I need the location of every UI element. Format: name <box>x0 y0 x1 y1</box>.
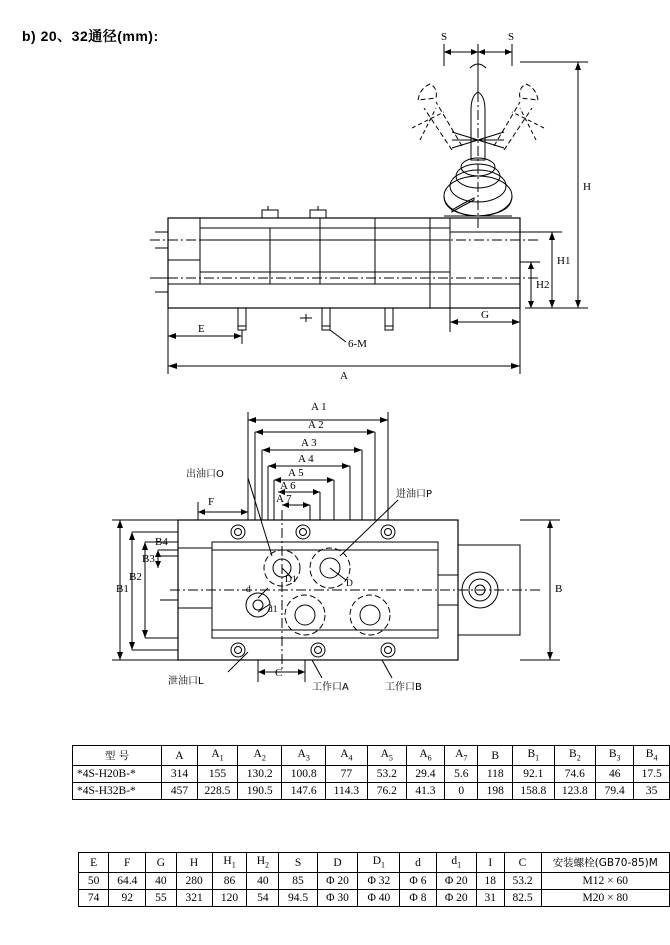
col-header-a3: $A_3$ <box>282 746 326 766</box>
col-header-c: C <box>504 853 541 873</box>
col-header-h: H <box>176 853 212 873</box>
callout-work-a: 工作口A <box>312 682 349 693</box>
cell-d: Φ 20 <box>317 873 358 890</box>
cell-f: 64.4 <box>109 873 146 890</box>
cell-d1: Φ 32 <box>358 873 400 890</box>
dim-label-a5: A 5 <box>288 467 304 479</box>
cell-h: 321 <box>176 890 212 907</box>
cell-c: 82.5 <box>504 890 541 907</box>
cell-a: 314 <box>162 766 198 783</box>
dim-label-h: H <box>583 181 591 193</box>
cell-a6: 29.4 <box>406 766 444 783</box>
table-row <box>79 890 670 907</box>
col-header-e: E <box>79 853 109 873</box>
col-header-b1: $B_1$ <box>513 746 555 766</box>
cell-g: 40 <box>146 873 176 890</box>
dim-label-a4: A 4 <box>298 453 314 465</box>
cell-a3: 147.6 <box>282 783 326 800</box>
table-row <box>73 766 670 783</box>
dim-label-b: B <box>555 583 563 595</box>
cell-e: 50 <box>79 873 109 890</box>
dimensions-table-main <box>72 745 670 800</box>
cell-model: *4S-H32B-* <box>73 783 162 800</box>
cell-a2: 190.5 <box>238 783 282 800</box>
table-row <box>79 873 670 890</box>
dim-label-a3: A 3 <box>301 437 317 449</box>
callout-drain-l: 泄油口L <box>168 676 204 687</box>
dim-label-d1: D1 <box>285 575 297 585</box>
cell-a5: 53.2 <box>367 766 406 783</box>
col-header-i: I <box>477 853 504 873</box>
cell-d-small: Φ 6 <box>400 873 436 890</box>
col-header-a7: $A_7$ <box>445 746 478 766</box>
col-header-model: 型 号 <box>73 746 162 766</box>
dim-label-b2: B2 <box>129 571 142 583</box>
cell-a7: 0 <box>445 783 478 800</box>
cell-b: 118 <box>478 766 513 783</box>
cell-i: 18 <box>477 873 504 890</box>
callout-work-b: 工作口B <box>385 682 422 693</box>
cell-c: 53.2 <box>504 873 541 890</box>
col-header-b4: $B_4$ <box>634 746 670 766</box>
table-header-row <box>79 853 670 873</box>
dimensions-table-secondary <box>78 852 670 907</box>
dim-label-c: C <box>275 667 283 679</box>
col-header-b2: $B_2$ <box>554 746 596 766</box>
cell-a2: 130.2 <box>238 766 282 783</box>
dim-label-d: D <box>346 579 353 589</box>
cell-b3: 79.4 <box>596 783 634 800</box>
dim-label-a1: A 1 <box>311 401 327 413</box>
col-header-b: B <box>478 746 513 766</box>
dim-label-a6: A 6 <box>280 480 296 492</box>
dim-label-b4: B4 <box>155 536 168 548</box>
dim-label-e: E <box>198 323 205 335</box>
cell-a1: 155 <box>197 766 237 783</box>
col-header-a1: $A_1$ <box>197 746 237 766</box>
col-header-f: F <box>109 853 146 873</box>
table-header-row <box>73 746 670 766</box>
col-header-a4: $A_4$ <box>326 746 367 766</box>
dim-label-f: F <box>208 496 215 508</box>
cell-a: 457 <box>162 783 198 800</box>
cell-a6: 41.3 <box>406 783 444 800</box>
cell-a7: 5.6 <box>445 766 478 783</box>
col-header-g: G <box>146 853 176 873</box>
dim-label-h1: H1 <box>557 255 571 267</box>
cell-d: Φ 30 <box>317 890 358 907</box>
dim-label-b3: B3 <box>142 553 155 565</box>
cell-h1: 120 <box>212 890 247 907</box>
cell-bolt: M20 × 80 <box>541 890 670 907</box>
cell-h2: 40 <box>247 873 279 890</box>
dim-label-h2: H2 <box>536 279 550 291</box>
col-header-d: D <box>317 853 358 873</box>
col-header-b3: $B_3$ <box>596 746 634 766</box>
dim-label-g: G <box>481 309 489 321</box>
cell-b3: 46 <box>596 766 634 783</box>
cell-i: 31 <box>477 890 504 907</box>
col-header-d1-small: $d_1$ <box>436 853 477 873</box>
cell-b: 198 <box>478 783 513 800</box>
cell-h: 280 <box>176 873 212 890</box>
callout-6-m: 6-M <box>348 338 367 350</box>
cell-b4: 17.5 <box>634 766 670 783</box>
cell-b1: 158.8 <box>513 783 555 800</box>
col-header-h1: $H_1$ <box>212 853 247 873</box>
cell-b2: 74.6 <box>554 766 596 783</box>
col-header-a6: $A_6$ <box>406 746 444 766</box>
col-header-a2: $A_2$ <box>238 746 282 766</box>
cell-a4: 77 <box>326 766 367 783</box>
cell-a3: 100.8 <box>282 766 326 783</box>
cell-bolt: M12 × 60 <box>541 873 670 890</box>
cell-a1: 228.5 <box>197 783 237 800</box>
col-header-bolt: 安装螺栓(GB70-85)M <box>541 853 670 873</box>
dim-label-b1: B1 <box>116 583 129 595</box>
callout-outlet-o: 出油口O <box>186 469 224 480</box>
dim-label-d1-small: d1 <box>268 605 278 615</box>
dim-label-a: A <box>340 370 348 382</box>
dim-label-s-right: S <box>508 31 515 43</box>
callout-inlet-p: 进油口P <box>396 489 433 500</box>
cell-h1: 86 <box>212 873 247 890</box>
col-header-d-small: d <box>400 853 436 873</box>
cell-a4: 114.3 <box>326 783 367 800</box>
cell-g: 55 <box>146 890 176 907</box>
col-header-d1: $D_1$ <box>358 853 400 873</box>
dim-label-a2: A 2 <box>308 419 324 431</box>
table-row <box>73 783 670 800</box>
cell-d1-small: Φ 20 <box>436 873 477 890</box>
cell-s: 85 <box>279 873 317 890</box>
cell-b1: 92.1 <box>513 766 555 783</box>
cell-h2: 54 <box>247 890 279 907</box>
dim-label-s-left: S <box>441 31 448 43</box>
cell-d1-small: Φ 20 <box>436 890 477 907</box>
cell-d1: Φ 40 <box>358 890 400 907</box>
cell-s: 94.5 <box>279 890 317 907</box>
col-header-h2: $H_2$ <box>247 853 279 873</box>
cell-model: *4S-H20B-* <box>73 766 162 783</box>
cell-f: 92 <box>109 890 146 907</box>
cell-b2: 123.8 <box>554 783 596 800</box>
col-header-a5: $A_5$ <box>367 746 406 766</box>
dim-label-d-small: d <box>246 585 251 595</box>
col-header-s: S <box>279 853 317 873</box>
cell-b4: 35 <box>634 783 670 800</box>
cell-a5: 76.2 <box>367 783 406 800</box>
dim-label-a7: A 7 <box>276 493 292 505</box>
col-header-a: A <box>162 746 198 766</box>
cell-e: 74 <box>79 890 109 907</box>
page-title: b) 20、32通径(mm): <box>22 28 159 44</box>
cell-d-small: Φ 8 <box>400 890 436 907</box>
